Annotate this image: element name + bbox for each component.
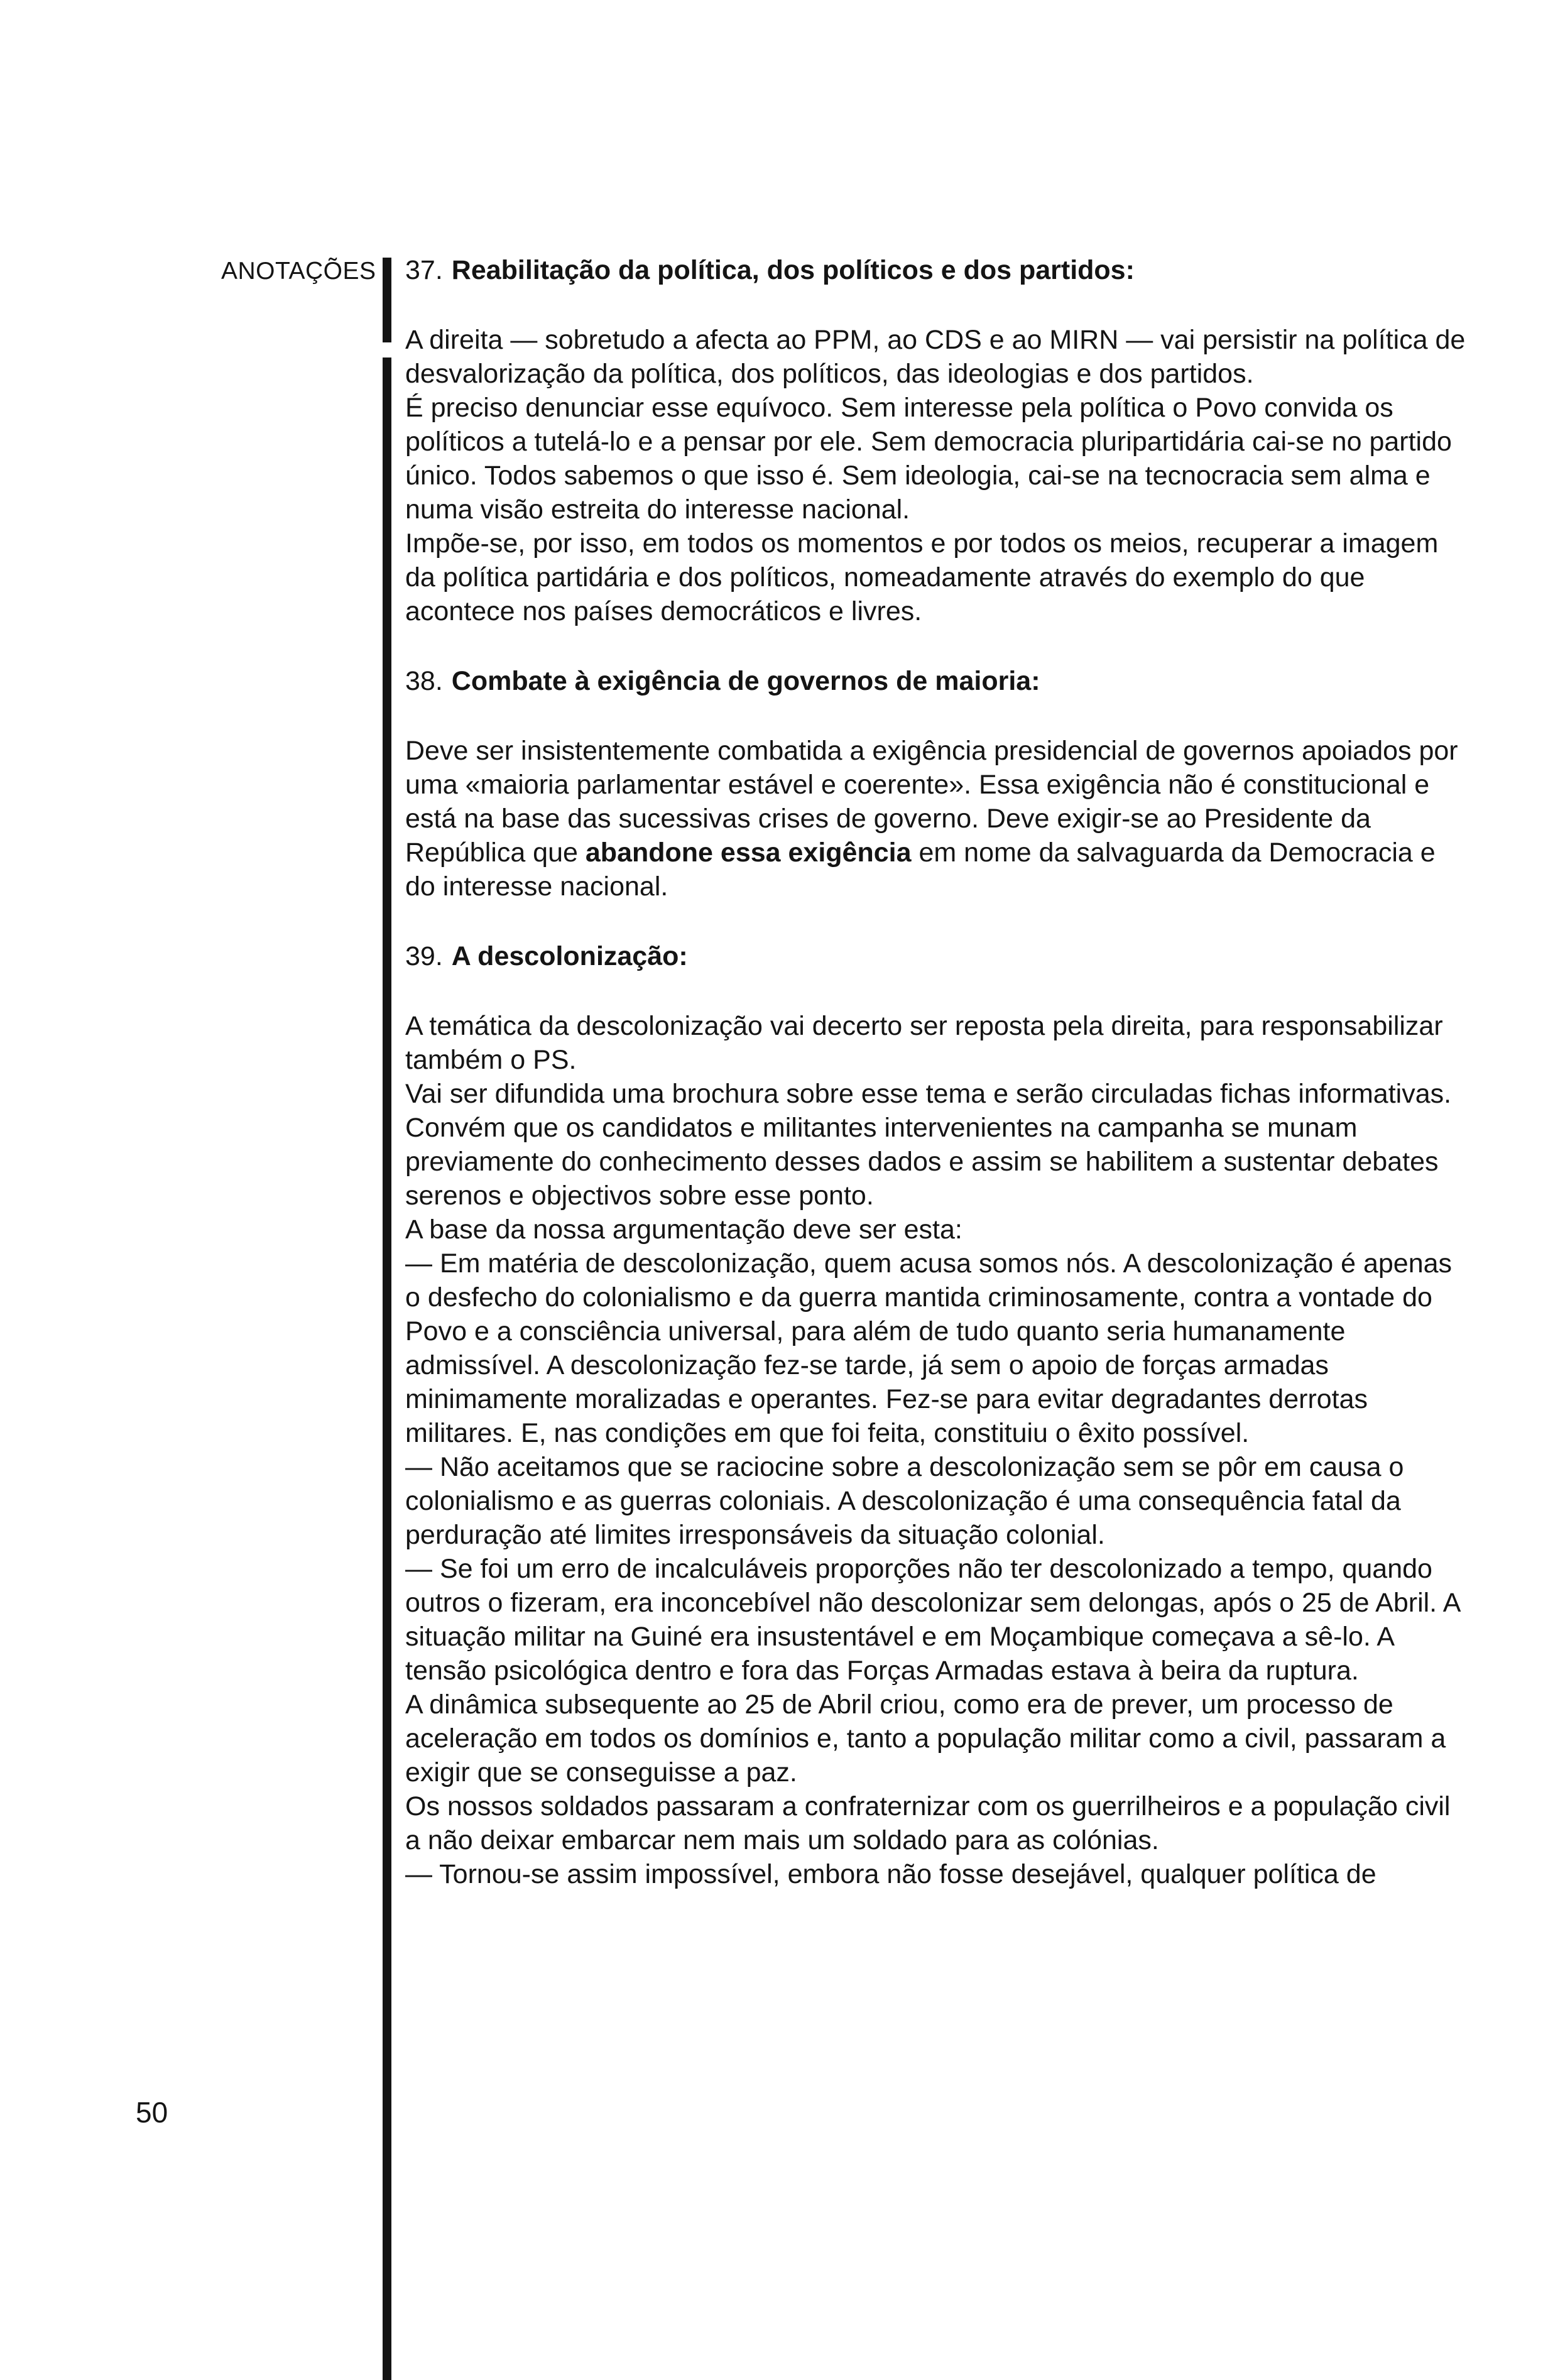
section-39 (405, 937, 1467, 1891)
paragraph: Os nossos soldados passaram a confraternizar com os guerrilheiros e a população civil a não deixar embarcar nem mais um soldado para as colónias. (405, 1791, 1451, 1855)
section-heading (405, 937, 1467, 975)
margin-label: ANOTAÇÕES (221, 258, 376, 285)
margin-rule (383, 258, 391, 2380)
section-heading (405, 662, 1467, 700)
paragraph: Impõe-se, por isso, em todos os momentos e por todos os meios, recuperar a imagem da política partidária e dos políticos, nomeadamente através do exemplo do que acontece nos países democráticos e livres. (405, 528, 1439, 626)
paragraph (405, 734, 1467, 903)
section-title: A descolonização: (451, 941, 688, 971)
emphasis-text: abandone essa exigência (585, 838, 912, 868)
paragraph: — Se foi um erro de incalculáveis proporções não ter descolonizado a tempo, quando outros o fizeram, era inconcebível não descolonizar sem delongas, após o 25 de Abril. A situação militar na Guiné era insustentável e em Moçambique começava a sê-lo. A tensão psicológica dentro e fora das Forças Armadas estava à beira da ruptura. (405, 1554, 1460, 1686)
paragraph-text: Deve ser insistentemente combatida a exigência presidencial de governos apoiados por uma «maioria parlamentar estável e coerente». Essa exigência não é constitucional e está na base das sucessivas crises de governo. Deve exigir-se ao Presidente da República que (405, 736, 1458, 868)
paragraph: Convém que os candidatos e militantes intervenientes na campanha se munam previamente do conhecimento desses dados e assim se habilitem a sustentar debates serenos e objectivos sobre esse ponto. (405, 1113, 1439, 1211)
section-title: Combate à exigência de governos de maioria: (451, 666, 1040, 696)
paragraph: — Tornou-se assim impossível, embora não fosse desejável, qualquer política de (405, 1859, 1376, 1889)
paragraph: A dinâmica subsequente ao 25 de Abril criou, como era de prever, um processo de aceleração em todos os domínios e, tanto a população militar como a civil, passaram a exigir que se conseguisse a paz. (405, 1689, 1446, 1788)
section-body (405, 1009, 1467, 1891)
section-heading (405, 251, 1467, 289)
section-number: 38. (405, 666, 443, 696)
paragraph: — Em matéria de descolonização, quem acusa somos nós. A descolonização é apenas o desfecho do colonialismo e da guerra mantida criminosamente, contra a vontade do Povo e a consciência universal, para além de tudo quanto seria humanamente admissível. A descolonização fez-se tarde, já sem o apoio de forças armadas minimamente moralizadas e operantes. Fez-se para evitar degradantes derrotas militares. E, nas condições em que foi feita, constituiu o êxito possível. (405, 1248, 1453, 1448)
section-number: 37. (405, 255, 443, 285)
section-38 (405, 662, 1467, 903)
section-body (405, 323, 1467, 628)
section-body (405, 734, 1467, 903)
section-37 (405, 251, 1467, 628)
paragraph: — Não aceitamos que se raciocine sobre a descolonização sem se pôr em causa o colonialismo e as guerras coloniais. A descolonização é uma consequência fatal da perduração até limites irresponsáveis da situação colonial. (405, 1452, 1404, 1550)
paragraph: A direita — sobretudo a afecta ao PPM, ao CDS e ao MIRN — vai persistir na política de desvalorização da política, dos políticos, das ideologias e dos partidos. (405, 325, 1466, 389)
paragraph: A temática da descolonização vai decerto ser reposta pela direita, para responsabilizar também o PS. (405, 1011, 1443, 1075)
paragraph: É preciso denunciar esse equívoco. Sem interesse pela política o Povo convida os políticos a tutelá-lo e a pensar por ele. Sem democracia pluripartidária cai-se no partido único. Todos sabemos o que isso é. Sem ideologia, cai-se na tecnocracia sem alma e numa visão estreita do interesse nacional. (405, 393, 1452, 525)
rule-gap (380, 342, 394, 358)
page-content (405, 251, 1467, 1891)
section-number: 39. (405, 941, 443, 971)
page-number: 50 (136, 2096, 168, 2129)
paragraph-text: em nome da salvaguarda da Democracia e do interesse nacional. (405, 838, 1436, 902)
paragraph: A base da nossa argumentação deve ser esta: (405, 1215, 962, 1245)
section-title: Reabilitação da política, dos políticos e dos partidos: (451, 255, 1135, 285)
paragraph: Vai ser difundida uma brochura sobre esse tema e serão circuladas fichas informativas. (405, 1079, 1452, 1109)
